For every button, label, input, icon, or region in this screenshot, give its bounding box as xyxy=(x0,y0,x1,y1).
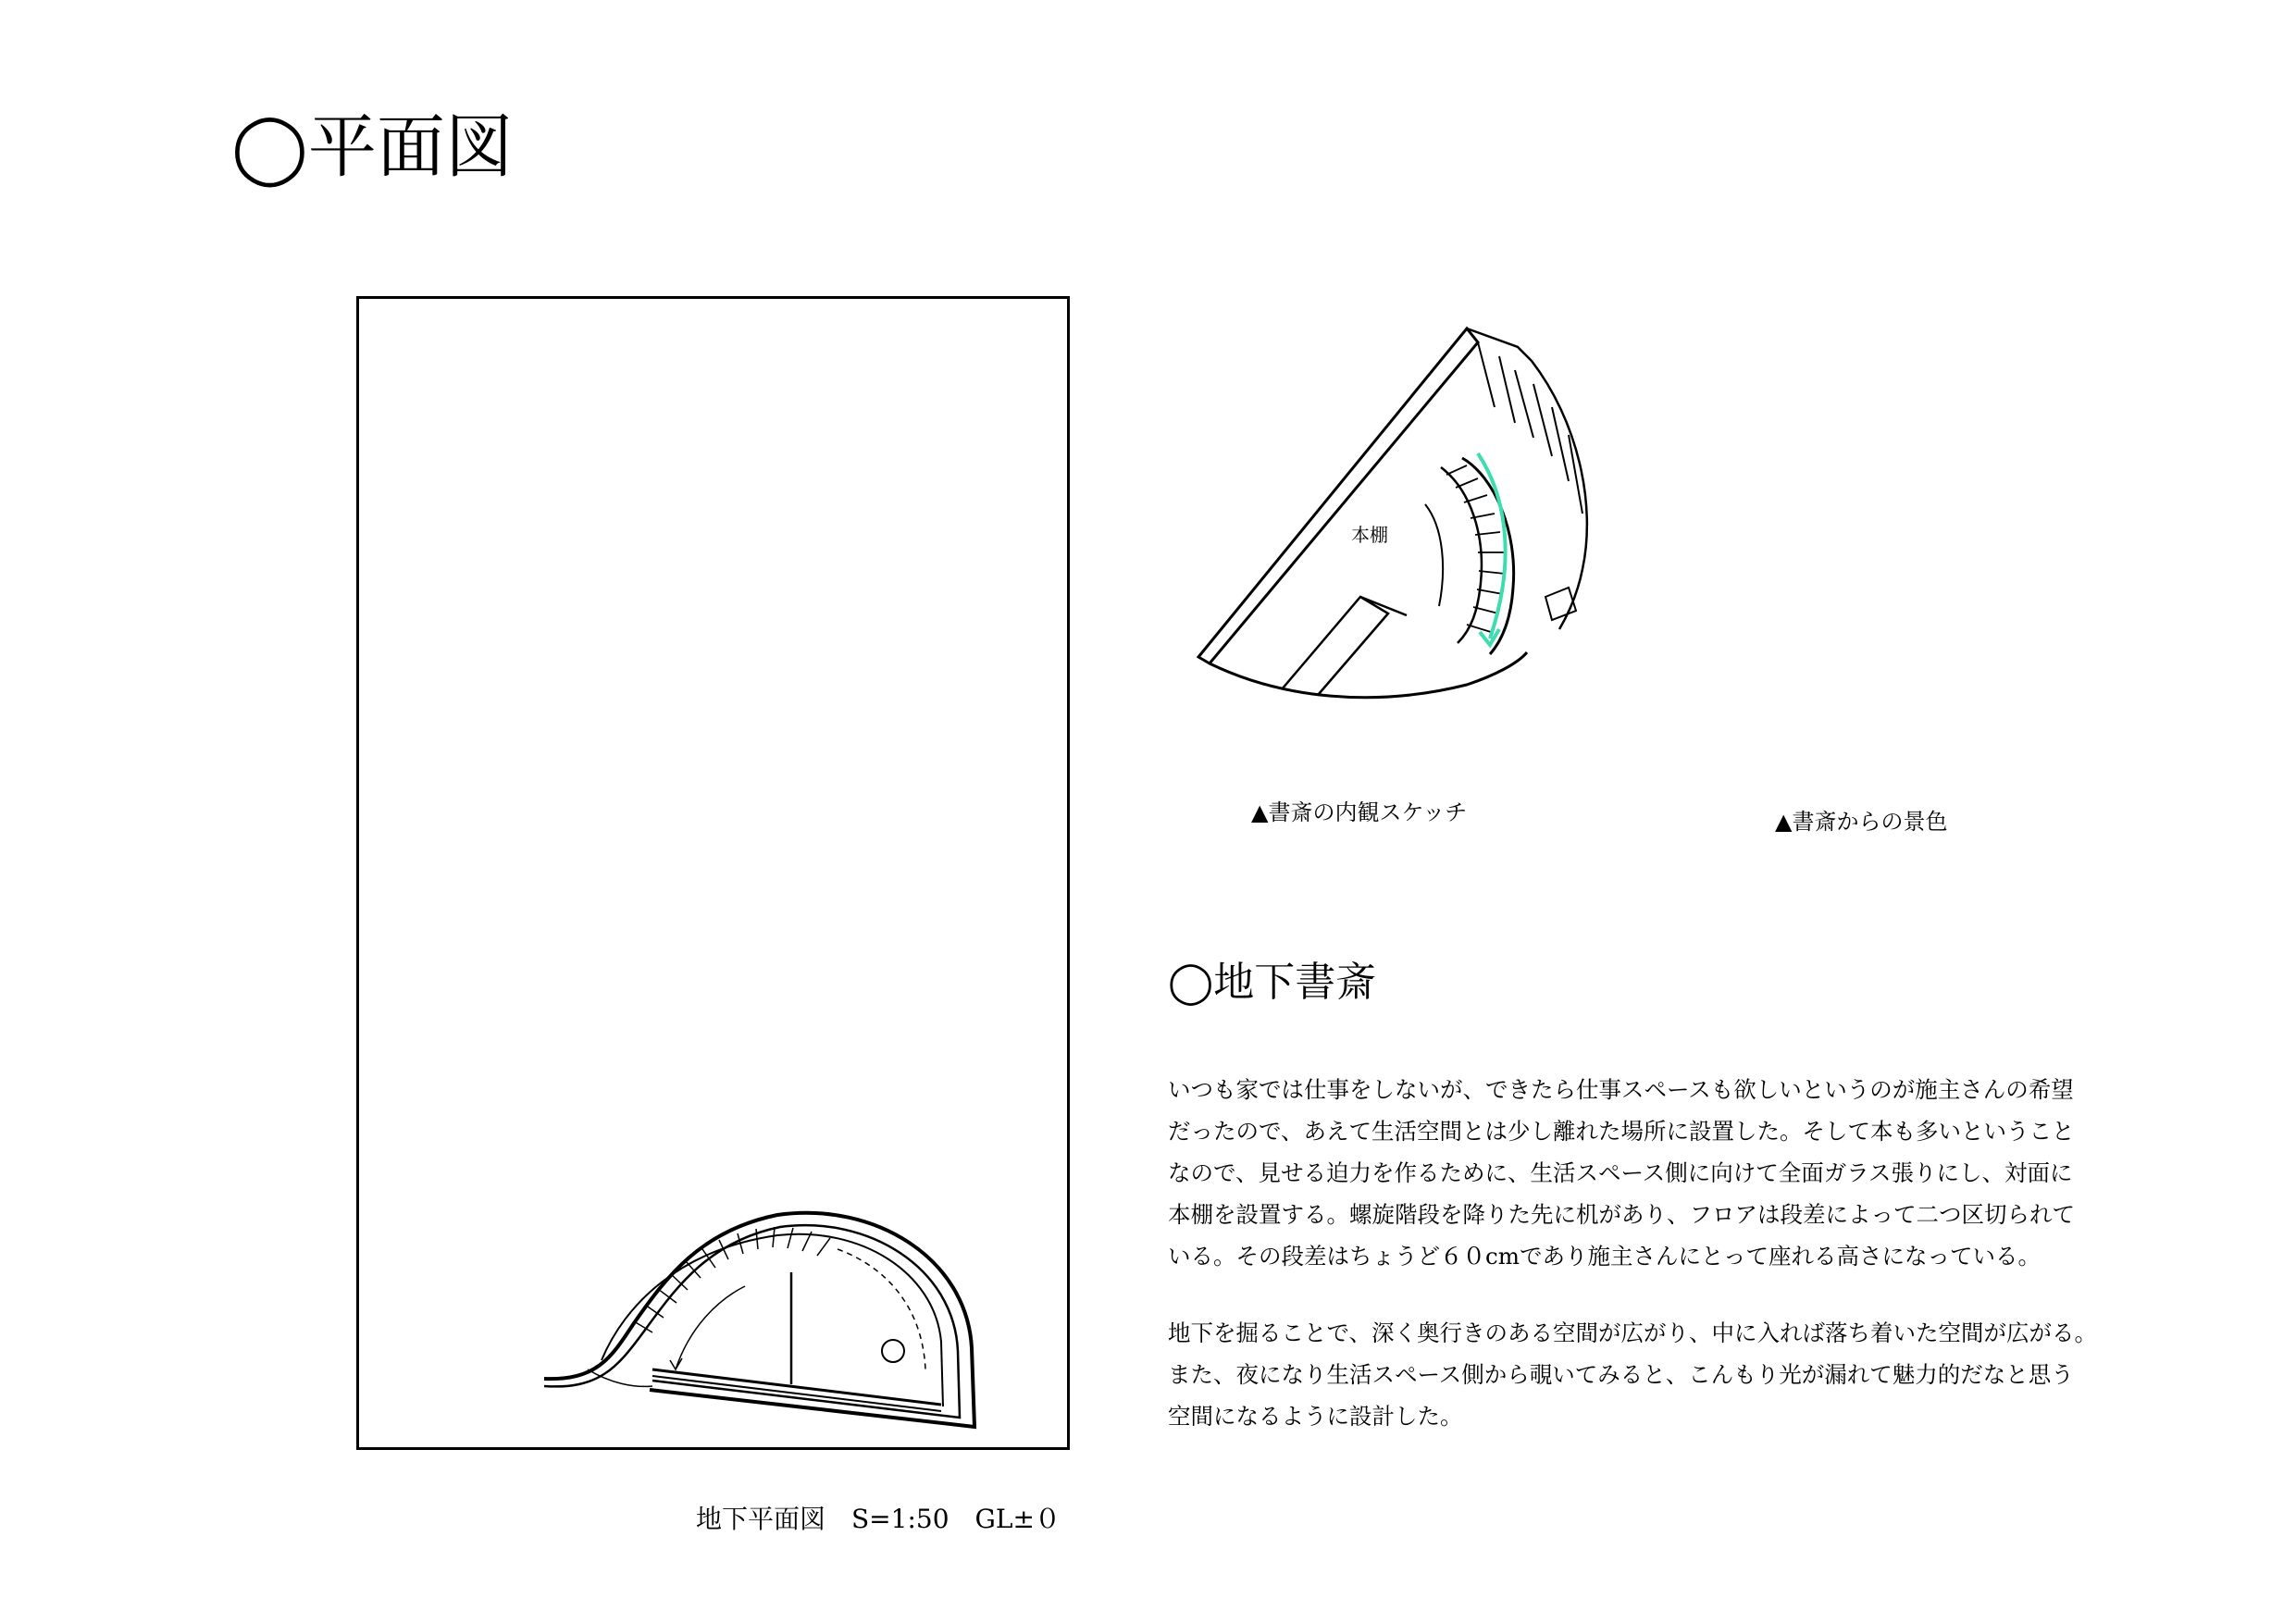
basement-floor-plan xyxy=(356,296,1070,1450)
page-title: ◯平面図 xyxy=(231,107,514,187)
sketch-caption: ▲書斎の内観スケッチ xyxy=(1251,799,1468,825)
paragraph-line: いつも家では仕事をしないが、できたら仕事スペースも欲しいというのが施主さんの希望 xyxy=(1168,1076,2074,1103)
paragraph-line: 空間になるように設計した。 xyxy=(1168,1403,1463,1430)
sketch-outer-outline xyxy=(1198,328,1478,663)
study-heading: ◯地下書斎 xyxy=(1168,959,1377,1006)
sketch-floor-curve xyxy=(1210,652,1527,698)
study-interior-sketch xyxy=(1189,319,1606,717)
plan-outer-wall xyxy=(544,1213,974,1427)
paragraph-line: 本棚を設置する。螺旋階段を降りた先に机があり、フロアは段差によって二つ区切られて xyxy=(1168,1201,2075,1228)
sketch-desk-top xyxy=(1360,597,1407,615)
sketch-desk-edge xyxy=(1282,597,1388,694)
sketch-stair-inner xyxy=(1441,467,1482,643)
sketch-path-arrow xyxy=(1478,453,1506,638)
paragraph-line: 地下を掘ることで、深く奥行きのある空間が広がり、中に入れば落ち着いた空間が広がる。 xyxy=(1168,1319,2098,1346)
study-paragraph-2 xyxy=(1168,1312,2130,1437)
paragraph-line: また、夜になり生活スペース側から覗いてみると、こんもり光が漏れて魅力的だなと思う xyxy=(1168,1361,2074,1388)
view-caption: ▲書斎からの景色 xyxy=(1775,809,1948,835)
plan-caption: 地下平面図 S=1:50 GL±０ xyxy=(696,1504,1061,1534)
sketch-railing xyxy=(1425,504,1443,606)
study-paragraph-1 xyxy=(1168,1069,2130,1277)
sketch-shelf-label: 本棚 xyxy=(1351,524,1388,546)
paragraph-line: なので、見せる迫力を作るために、生活スペース側に向けて全面ガラス張りにし、対面に xyxy=(1168,1159,2073,1186)
paragraph-line: だったので、あえて生活空間とは少し離れた場所に設置した。そして本も多いということ xyxy=(1168,1118,2075,1145)
paragraph-line: いる。その段差はちょうど６０cmであり施主さんにとって座れる高さになっている。 xyxy=(1168,1243,2041,1270)
plan-stair-arrow xyxy=(670,1286,745,1369)
plan-floor-line xyxy=(652,1369,941,1405)
plan-toilet-circle xyxy=(882,1340,904,1362)
